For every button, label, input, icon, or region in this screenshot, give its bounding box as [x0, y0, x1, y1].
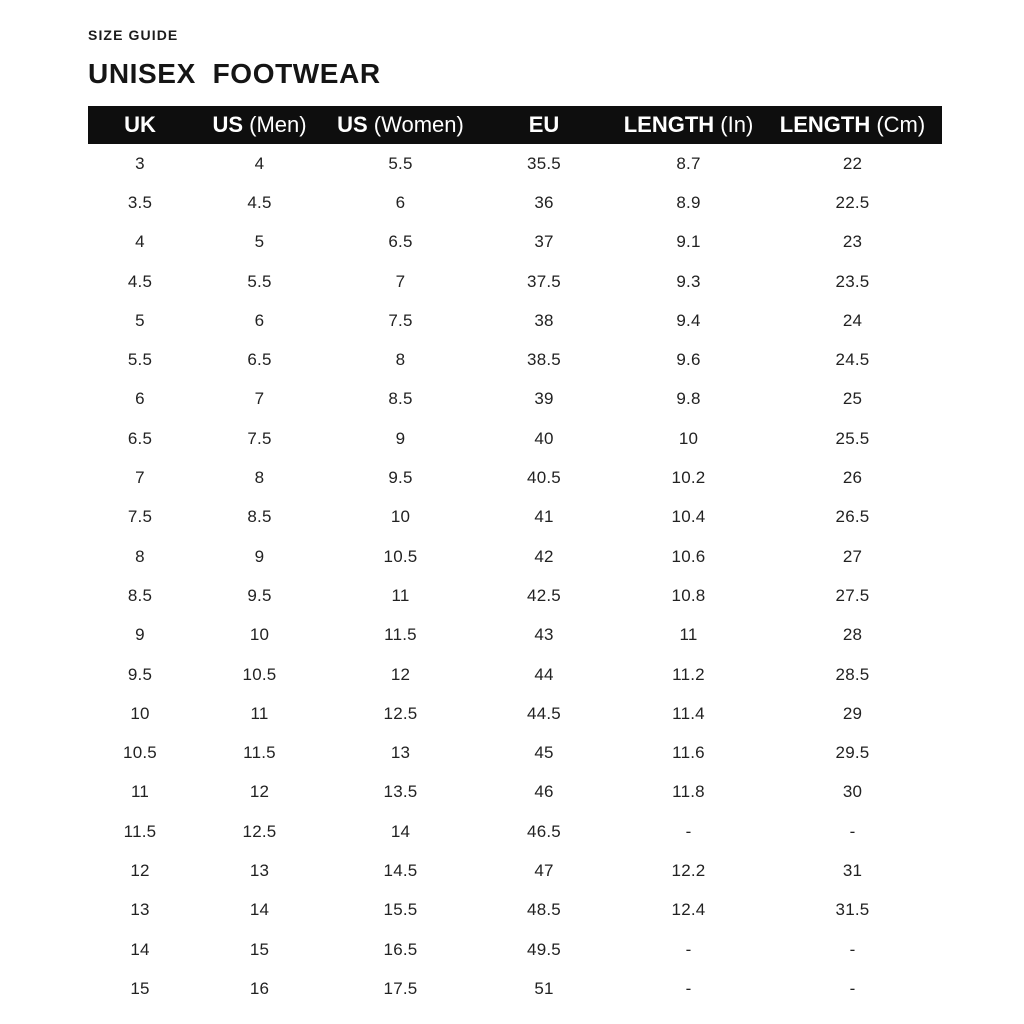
size-cell-length-cm: 28.5: [835, 664, 870, 684]
size-cell-length-cm: 29: [842, 703, 863, 723]
size-row: [88, 616, 942, 655]
size-cell-eu: 46.5: [527, 821, 561, 841]
size-cell-eu: 46: [534, 782, 554, 802]
size-cell-length-cm: 28: [842, 625, 863, 645]
size-cell-uk: 5: [135, 310, 145, 330]
size-cell-length-cm: 31.5: [835, 900, 870, 920]
size-cell-us-men: 8: [254, 468, 265, 488]
size-row: [88, 576, 942, 615]
size-cell-us-men: 12.5: [242, 821, 277, 841]
size-cell-uk: 6: [135, 389, 145, 409]
column-header-qualifier: (In): [714, 112, 754, 137]
size-cell-length-cm: 29.5: [835, 743, 870, 763]
size-cell-eu: 51: [534, 978, 554, 998]
size-cell-us-women: 6: [395, 192, 406, 212]
size-cell-length-in: 10.2: [671, 468, 706, 488]
size-cell-eu: 48.5: [527, 900, 561, 920]
size-cell-us-women: 8.5: [388, 389, 413, 409]
size-cell-length-cm: 26.5: [835, 507, 870, 527]
size-cell-length-in: 11.2: [672, 664, 705, 684]
size-cell-us-men: 9: [254, 546, 265, 566]
size-cell-uk: 11: [130, 782, 150, 802]
size-cell-length-in: 11.4: [672, 703, 705, 723]
page-title: UNISEX FOOTWEAR: [88, 58, 381, 89]
size-cell-us-men: 6.5: [247, 350, 272, 370]
size-cell-uk: 11.5: [123, 821, 157, 841]
size-cell-us-men: 16: [249, 978, 270, 998]
column-header-length-cm: [763, 106, 942, 144]
size-cell-us-men: 14: [249, 900, 270, 920]
size-cell-us-women: 9.5: [388, 468, 413, 488]
size-cell-length-in: 8.7: [676, 153, 701, 173]
size-cell-length-cm: 27: [842, 546, 863, 566]
size-cell-length-cm: 26: [842, 468, 863, 488]
size-cell-uk: 10.5: [123, 743, 157, 763]
size-cell-us-men: 5: [254, 232, 265, 252]
size-cell-length-in: 12.4: [671, 900, 706, 920]
size-cell-length-cm: 22.5: [835, 192, 870, 212]
size-row: [88, 380, 942, 419]
size-cell-uk: 3: [135, 153, 145, 173]
size-cell-us-women: 14.5: [383, 860, 418, 880]
size-cell-length-in: 10.8: [671, 585, 706, 605]
size-cell-eu: 35.5: [527, 153, 561, 173]
size-cell-length-in: 11.8: [672, 782, 705, 802]
column-header-bold: US: [212, 112, 243, 137]
size-table-header-row: [88, 106, 942, 144]
size-cell-length-in: 9.6: [676, 350, 701, 370]
size-row: [88, 930, 942, 969]
size-cell-us-women: 13.5: [383, 782, 418, 802]
size-cell-uk: 13: [130, 900, 150, 920]
size-cell-us-women: 6.5: [388, 232, 413, 252]
size-cell-us-men: 6: [254, 310, 265, 330]
size-cell-length-cm: 25.5: [835, 428, 870, 448]
size-cell-us-women: 17.5: [383, 978, 418, 998]
size-row: [88, 773, 942, 812]
size-cell-length-in: -: [685, 821, 692, 841]
size-cell-eu: 36: [534, 192, 554, 212]
size-row: [88, 694, 942, 733]
column-header-eu: [474, 106, 614, 144]
size-cell-uk: 6.5: [127, 428, 153, 448]
size-cell-length-cm: 23: [842, 232, 863, 252]
size-row: [88, 812, 942, 851]
column-header-us-women: [327, 106, 474, 144]
size-cell-eu: 45: [534, 743, 554, 763]
column-header-bold: UK: [124, 112, 156, 137]
size-cell-us-men: 7: [254, 389, 265, 409]
size-cell-length-in: 9.3: [676, 271, 701, 291]
size-cell-us-women: 13: [390, 743, 411, 763]
size-cell-length-in: 10.4: [671, 507, 706, 527]
size-cell-us-women: 11: [391, 585, 410, 605]
size-cell-uk: 5.5: [127, 350, 153, 370]
size-cell-eu: 44.5: [527, 703, 561, 723]
size-cell-length-cm: 22: [842, 153, 863, 173]
column-header-qualifier: (Women): [367, 112, 464, 137]
column-header-uk: [88, 106, 192, 144]
size-row: [88, 851, 942, 890]
size-cell-us-women: 12.5: [383, 703, 418, 723]
column-header-qualifier: (Cm): [870, 112, 926, 137]
size-cell-us-men: 15: [249, 939, 270, 959]
size-cell-length-cm: -: [849, 978, 856, 998]
size-cell-length-in: -: [685, 978, 692, 998]
size-cell-us-women: 9: [395, 428, 406, 448]
size-cell-length-in: 9.1: [676, 232, 701, 252]
size-cell-eu: 39: [534, 389, 554, 409]
size-cell-us-men: 8.5: [247, 507, 272, 527]
column-header-qualifier: (Men): [243, 112, 307, 137]
size-row: [88, 458, 942, 497]
size-cell-us-men: 11: [250, 703, 269, 723]
size-cell-length-in: 10.6: [671, 546, 706, 566]
size-cell-us-women: 7: [395, 271, 406, 291]
column-header-us-men: [192, 106, 327, 144]
size-row: [88, 655, 942, 694]
column-header-bold: EU: [528, 112, 560, 137]
size-cell-us-men: 9.5: [247, 585, 272, 605]
size-cell-eu: 44: [534, 664, 554, 684]
size-cell-us-women: 8: [395, 350, 406, 370]
size-cell-uk: 12: [130, 860, 150, 880]
size-row: [88, 498, 942, 537]
column-header-bold: US: [337, 112, 368, 137]
size-cell-eu: 42.5: [527, 585, 561, 605]
size-cell-us-men: 10.5: [242, 664, 277, 684]
size-row: [88, 301, 942, 340]
size-cell-length-cm: 23.5: [835, 271, 870, 291]
size-row: [88, 419, 942, 458]
column-header-bold: LENGTH: [623, 112, 715, 137]
size-cell-uk: 10: [130, 703, 150, 723]
size-cell-length-cm: 24: [842, 310, 863, 330]
size-cell-us-women: 10.5: [383, 546, 418, 566]
size-cell-length-cm: 24.5: [835, 350, 870, 370]
size-row: [88, 144, 942, 183]
size-cell-uk: 14: [130, 939, 150, 959]
size-cell-us-men: 11.5: [243, 743, 276, 763]
size-cell-us-women: 16.5: [383, 939, 418, 959]
size-cell-length-in: 11.6: [672, 743, 705, 763]
size-guide-eyebrow: SIZE GUIDE: [88, 27, 179, 43]
size-cell-length-cm: -: [849, 821, 856, 841]
size-row: [88, 537, 942, 576]
size-row: [88, 969, 942, 1008]
size-cell-length-cm: 25: [842, 389, 863, 409]
size-cell-us-men: 7.5: [247, 428, 272, 448]
column-header-length-in: [614, 106, 763, 144]
size-cell-us-men: 10: [249, 625, 270, 645]
size-cell-uk: 8.5: [127, 585, 153, 605]
size-cell-length-in: 9.4: [676, 310, 701, 330]
size-cell-length-in: 11: [679, 625, 698, 645]
size-cell-us-men: 4.5: [247, 192, 272, 212]
size-cell-us-women: 15.5: [383, 900, 418, 920]
size-cell-length-in: -: [685, 939, 692, 959]
size-cell-uk: 7: [135, 468, 145, 488]
size-cell-eu: 47: [534, 860, 554, 880]
size-cell-uk: 15: [130, 978, 150, 998]
size-cell-eu: 40: [534, 428, 554, 448]
size-cell-length-in: 9.8: [676, 389, 701, 409]
size-cell-uk: 4: [135, 232, 145, 252]
size-cell-uk: 7.5: [127, 507, 153, 527]
size-row: [88, 223, 942, 262]
size-cell-eu: 40.5: [527, 468, 561, 488]
size-cell-us-women: 5.5: [388, 153, 413, 173]
size-cell-eu: 38.5: [527, 350, 561, 370]
size-cell-uk: 4.5: [127, 271, 153, 291]
column-header-bold: LENGTH: [779, 112, 871, 137]
size-cell-eu: 42: [534, 546, 554, 566]
size-cell-eu: 43: [534, 625, 554, 645]
size-cell-uk: 3.5: [127, 192, 153, 212]
size-table: [88, 106, 942, 1009]
size-cell-eu: 37.5: [527, 271, 561, 291]
size-cell-uk: 9: [135, 625, 145, 645]
size-cell-us-women: 10: [390, 507, 411, 527]
size-cell-length-in: 10: [678, 428, 699, 448]
size-cell-length-cm: 27.5: [835, 585, 870, 605]
size-row: [88, 891, 942, 930]
size-cell-length-cm: 31: [842, 860, 863, 880]
size-cell-us-women: 7.5: [388, 310, 413, 330]
size-cell-eu: 49.5: [527, 939, 561, 959]
size-cell-us-men: 13: [249, 860, 270, 880]
size-cell-us-men: 12: [249, 782, 270, 802]
size-cell-eu: 38: [534, 310, 554, 330]
size-row: [88, 733, 942, 772]
size-cell-uk: 9.5: [127, 664, 153, 684]
size-row: [88, 340, 942, 379]
size-cell-length-in: 8.9: [676, 192, 701, 212]
size-cell-us-women: 14: [390, 821, 411, 841]
size-row: [88, 183, 942, 222]
size-cell-length-cm: -: [849, 939, 856, 959]
size-cell-uk: 8: [135, 546, 145, 566]
size-row: [88, 262, 942, 301]
size-cell-eu: 37: [534, 232, 554, 252]
size-cell-length-cm: 30: [842, 782, 863, 802]
size-cell-us-women: 12: [390, 664, 411, 684]
size-cell-length-in: 12.2: [671, 860, 706, 880]
size-cell-us-men: 4: [254, 153, 265, 173]
size-cell-eu: 41: [534, 507, 554, 527]
size-table-body: [88, 144, 942, 1009]
size-cell-us-women: 11.5: [384, 625, 417, 645]
size-cell-us-men: 5.5: [247, 271, 272, 291]
